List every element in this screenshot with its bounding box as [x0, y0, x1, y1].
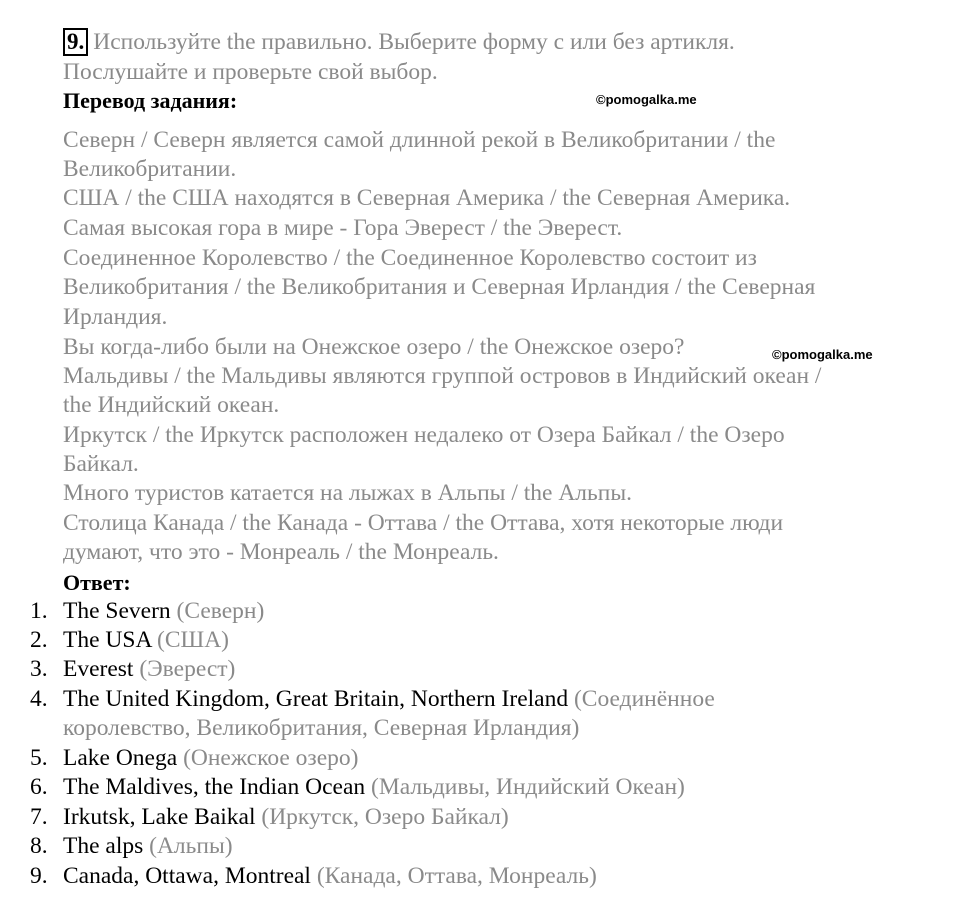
answer-russian: (Иркутск, Озеро Байкал)	[261, 804, 509, 830]
answer-english: Everest	[63, 656, 134, 682]
answer-number: 9.	[30, 863, 48, 889]
watermark-middle: ©pomogalka.me	[772, 347, 873, 362]
answer-number: 5.	[30, 745, 48, 771]
answer-english: The United Kingdom, Great Britain, Northern Ireland	[63, 686, 569, 712]
answer-english: The alps	[63, 833, 144, 859]
answer-russian: (Соединённое	[573, 686, 715, 712]
answer-russian: (США)	[157, 627, 230, 653]
translation-line: Много туристов катается на лыжах в Альпы / the Альпы.	[63, 480, 632, 506]
watermark-top: ©pomogalka.me	[596, 92, 697, 107]
answer-number: 2.	[30, 627, 48, 653]
answer-english: Irkutsk, Lake Baikal	[63, 804, 256, 830]
answer-heading: Ответ:	[63, 570, 131, 595]
translation-line: Мальдивы / the Мальдивы являются группой островов в Индийский океан /	[63, 363, 822, 389]
translation-heading: Перевод задания:	[63, 88, 238, 113]
answer-russian: (Онежское озеро)	[183, 745, 359, 771]
answer-number: 8.	[30, 833, 48, 859]
translation-line: Северн / Северн является самой длинной рекой в Великобритании / the	[63, 127, 776, 153]
answer-number: 1.	[30, 598, 48, 624]
instruction-text: Используйте the правильно. Выберите форму с или без артикля.	[93, 29, 735, 55]
translation-line: Соединенное Королевство / the Соединенное Королевство состоит из	[63, 245, 757, 271]
task-instruction-line-1	[63, 28, 735, 57]
translation-line: Байкал.	[63, 451, 139, 477]
translation-line: Столица Канада / the Канада - Оттава / the Оттава, хотя некоторые люди	[63, 510, 784, 536]
answer-english: The Maldives, the Indian Ocean	[63, 774, 366, 800]
translation-line: Великобритания / the Великобритания и Северная Ирландия / the Северная	[63, 274, 816, 300]
answer-russian: (Эверест)	[139, 656, 236, 682]
answer-english: Lake Onega	[63, 745, 178, 771]
answer-number: 7.	[30, 804, 48, 830]
answer-number: 4.	[30, 686, 48, 712]
answer-russian-continuation: королевство, Великобритания, Северная Ирландия)	[63, 715, 580, 741]
answer-english: The Severn	[63, 598, 171, 624]
answer-number: 6.	[30, 774, 48, 800]
task-number-box: 9.	[63, 28, 88, 56]
translation-line: США / the США находятся в Северная Америка / the Северная Америка.	[63, 185, 791, 211]
translation-line: Вы когда-либо были на Онежское озеро / the Онежское озеро?	[63, 334, 685, 360]
translation-line: думают, что это - Монреаль / the Монреаль.	[63, 539, 499, 565]
answer-english: The USA	[63, 627, 152, 653]
answer-english: Canada, Ottawa, Montreal	[63, 863, 311, 889]
translation-line: Самая высокая гора в мире - Гора Эверест / the Эверест.	[63, 215, 623, 241]
task-instruction-line-2: Послушайте и проверьте свой выбор.	[63, 59, 438, 85]
answer-russian: (Мальдивы, Индийский Океан)	[371, 774, 685, 800]
translation-line: Иркутск / the Иркутск расположен недалеко от Озера Байкал / the Озеро	[63, 422, 785, 448]
answer-russian: (Канада, Оттава, Монреаль)	[316, 863, 597, 889]
translation-line: Ирландия.	[63, 304, 168, 330]
answer-number: 3.	[30, 656, 48, 682]
translation-line: the Индийский океан.	[63, 392, 280, 418]
answer-russian: (Северн)	[176, 598, 265, 624]
translation-line: Великобритании.	[63, 156, 237, 182]
answer-russian: (Альпы)	[149, 833, 233, 859]
